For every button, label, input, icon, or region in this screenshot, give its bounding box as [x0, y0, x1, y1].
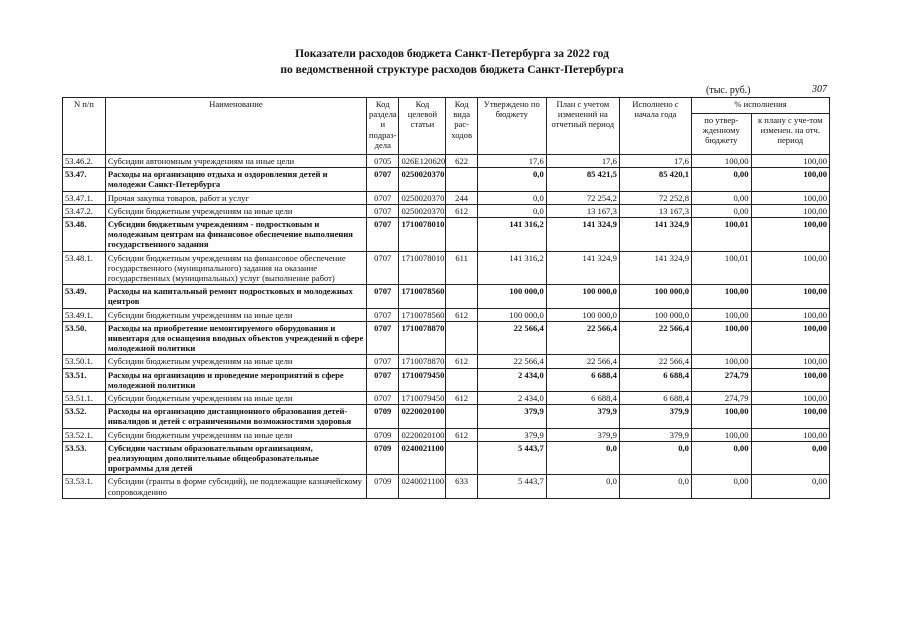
row-plan: 6 688,4 — [546, 368, 619, 391]
table-row — [63, 321, 830, 355]
row-kind-code — [446, 441, 477, 475]
row-section-code: 0707 — [367, 218, 399, 252]
row-section-code: 0707 — [367, 285, 399, 308]
row-section-code: 0705 — [367, 155, 399, 168]
row-section-code: 0709 — [367, 475, 399, 498]
row-number: 53.52. — [63, 405, 106, 428]
table-body — [63, 155, 830, 499]
row-plan: 85 421,5 — [546, 168, 619, 191]
row-approved: 2 434,0 — [477, 392, 546, 405]
table-row — [63, 168, 830, 191]
row-plan: 13 167,3 — [546, 204, 619, 217]
row-section-code: 0707 — [367, 392, 399, 405]
row-section-code: 0709 — [367, 405, 399, 428]
row-approved: 141 316,2 — [477, 251, 546, 285]
row-kind-code: 612 — [446, 308, 477, 321]
row-target-code: 1710078870 — [399, 355, 446, 368]
row-kind-code — [446, 368, 477, 391]
row-number: 53.47.2. — [63, 204, 106, 217]
row-name: Расходы на капитальный ремонт подростковых и молодежных центров — [105, 285, 366, 308]
row-executed: 22 566,4 — [619, 321, 691, 355]
row-pct-plan: 100,00 — [751, 251, 829, 285]
row-executed: 72 252,8 — [619, 191, 691, 204]
row-target-code: 0240021100 — [399, 475, 446, 498]
row-section-code: 0707 — [367, 368, 399, 391]
row-approved: 141 316,2 — [477, 218, 546, 252]
row-approved: 5 443,7 — [477, 475, 546, 498]
row-approved: 100 000,0 — [477, 285, 546, 308]
row-target-code: 0250020370 — [399, 168, 446, 191]
row-executed: 85 420,1 — [619, 168, 691, 191]
row-approved: 17,6 — [477, 155, 546, 168]
row-name: Расходы на организацию дистанционного образования детей-инвалидов и детей с ограниченными возможностями здоровья — [105, 405, 366, 428]
table-row — [63, 392, 830, 405]
row-pct-budget: 100,00 — [691, 355, 751, 368]
row-pct-plan: 0,00 — [751, 441, 829, 475]
table-row — [63, 368, 830, 391]
row-target-code: 1710078560 — [399, 308, 446, 321]
row-executed: 141 324,9 — [619, 218, 691, 252]
row-kind-code: 612 — [446, 392, 477, 405]
row-plan: 6 688,4 — [546, 392, 619, 405]
row-name: Субсидии бюджетным учреждениям на иные цели — [105, 204, 366, 217]
row-plan: 72 254,2 — [546, 191, 619, 204]
row-target-code: 0220020100 — [399, 428, 446, 441]
row-target-code: 0240021100 — [399, 441, 446, 475]
title-line-1: Показатели расходов бюджета Санкт-Петербурга за 2022 год — [295, 48, 609, 60]
row-pct-budget: 100,00 — [691, 285, 751, 308]
row-executed: 100 000,0 — [619, 285, 691, 308]
page-number: 307 — [812, 84, 827, 95]
row-pct-plan: 100,00 — [751, 321, 829, 355]
row-name: Субсидии бюджетным учреждениям на иные цели — [105, 428, 366, 441]
row-pct-budget: 274,79 — [691, 368, 751, 391]
row-number: 53.53. — [63, 441, 106, 475]
row-kind-code: 611 — [446, 251, 477, 285]
row-section-code: 0707 — [367, 321, 399, 355]
col-kind-header: Код вида рас-ходов — [446, 98, 477, 155]
row-pct-budget: 100,00 — [691, 155, 751, 168]
row-target-code: 1710079450 — [399, 392, 446, 405]
row-target-code: 026E120620 — [399, 155, 446, 168]
row-executed: 6 688,4 — [619, 392, 691, 405]
row-pct-plan: 100,00 — [751, 218, 829, 252]
table-row — [63, 251, 830, 285]
row-number: 53.46.2. — [63, 155, 106, 168]
row-kind-code: 244 — [446, 191, 477, 204]
row-pct-budget: 100,00 — [691, 308, 751, 321]
row-section-code: 0707 — [367, 168, 399, 191]
table-row — [63, 285, 830, 308]
row-target-code: 1710079450 — [399, 368, 446, 391]
row-number: 53.50.1. — [63, 355, 106, 368]
row-plan: 141 324,9 — [546, 251, 619, 285]
col-executed-header: Исполнено с начала года — [619, 98, 691, 155]
row-name: Субсидии автономным учреждениям на иные цели — [105, 155, 366, 168]
col-pct-plan-header: к плану с уче-том изменен. на отч. период — [751, 114, 829, 155]
row-approved: 0,0 — [477, 191, 546, 204]
row-target-code: 1710078560 — [399, 285, 446, 308]
row-name: Субсидии бюджетным учреждениям на иные цели — [105, 308, 366, 321]
table-row — [63, 475, 830, 498]
row-section-code: 0707 — [367, 191, 399, 204]
row-executed: 141 324,9 — [619, 251, 691, 285]
table-row — [63, 355, 830, 368]
row-kind-code — [446, 218, 477, 252]
row-pct-plan: 100,00 — [751, 428, 829, 441]
row-pct-plan: 100,00 — [751, 191, 829, 204]
row-executed: 22 566,4 — [619, 355, 691, 368]
row-kind-code — [446, 285, 477, 308]
row-pct-plan: 0,00 — [751, 475, 829, 498]
col-target-header: Код целевой статьи — [399, 98, 446, 155]
row-name: Расходы на организацию и проведение мероприятий в сфере молодежной политики — [105, 368, 366, 391]
table-row — [63, 441, 830, 475]
row-number: 53.49. — [63, 285, 106, 308]
row-pct-plan: 100,00 — [751, 392, 829, 405]
row-approved: 22 566,4 — [477, 321, 546, 355]
table-row — [63, 155, 830, 168]
row-pct-plan: 100,00 — [751, 405, 829, 428]
row-name: Субсидии бюджетным учреждениям на иные цели — [105, 355, 366, 368]
row-section-code: 0707 — [367, 355, 399, 368]
row-approved: 100 000,0 — [477, 308, 546, 321]
row-pct-plan: 100,00 — [751, 155, 829, 168]
row-kind-code: 612 — [446, 355, 477, 368]
row-executed: 100 000,0 — [619, 308, 691, 321]
row-pct-budget: 0,00 — [691, 168, 751, 191]
row-approved: 0,0 — [477, 168, 546, 191]
row-target-code: 1710078870 — [399, 321, 446, 355]
row-executed: 6 688,4 — [619, 368, 691, 391]
row-pct-budget: 0,00 — [691, 475, 751, 498]
row-pct-budget: 0,00 — [691, 191, 751, 204]
row-name: Субсидии бюджетным учреждениям на финансовое обеспечение государственного (муниципального) задания на оказание государственных (муниципальных) услуг (выполнение работ) — [105, 251, 366, 285]
table-row — [63, 218, 830, 252]
col-plan-header: План с учетом изменений на отчетный период — [546, 98, 619, 155]
row-plan: 22 566,4 — [546, 355, 619, 368]
row-pct-budget: 100,00 — [691, 428, 751, 441]
row-pct-budget: 100,00 — [691, 321, 751, 355]
row-executed: 13 167,3 — [619, 204, 691, 217]
row-plan: 379,9 — [546, 428, 619, 441]
row-plan: 141 324,9 — [546, 218, 619, 252]
row-pct-plan: 100,00 — [751, 355, 829, 368]
col-approved-header: Утверждено по бюджету — [477, 98, 546, 155]
col-pct-group-header: % исполнения — [691, 98, 829, 114]
row-name: Субсидии бюджетным учреждениям на иные цели — [105, 392, 366, 405]
row-plan: 100 000,0 — [546, 308, 619, 321]
title-line-2: по ведомственной структуре расходов бюджета Санкт-Петербурга — [280, 64, 624, 76]
row-plan: 0,0 — [546, 475, 619, 498]
row-number: 53.51.1. — [63, 392, 106, 405]
row-name: Субсидии (гранты в форме субсидий), не подлежащие казначейскому сопровождению — [105, 475, 366, 498]
col-pct-budget-header: по утвер-жденному бюджету — [691, 114, 751, 155]
row-pct-budget: 0,00 — [691, 204, 751, 217]
row-plan: 17,6 — [546, 155, 619, 168]
row-kind-code — [446, 405, 477, 428]
row-section-code: 0707 — [367, 251, 399, 285]
row-pct-plan: 100,00 — [751, 204, 829, 217]
row-section-code: 0709 — [367, 428, 399, 441]
col-name-header: Наименование — [105, 98, 366, 155]
row-approved: 22 566,4 — [477, 355, 546, 368]
row-pct-plan: 100,00 — [751, 285, 829, 308]
row-approved: 2 434,0 — [477, 368, 546, 391]
budget-table — [62, 97, 830, 499]
row-number: 53.49.1. — [63, 308, 106, 321]
page-title — [0, 46, 904, 78]
row-executed: 379,9 — [619, 428, 691, 441]
table-row — [63, 428, 830, 441]
row-target-code: 0250020370 — [399, 204, 446, 217]
row-name: Субсидии бюджетным учреждениям - подростковым и молодежным центрам на финансовое обеспечение выполнения государственного задания — [105, 218, 366, 252]
row-name: Расходы на организацию отдыха и оздоровления детей и молодежи Санкт-Петербурга — [105, 168, 366, 191]
row-number: 53.48.1. — [63, 251, 106, 285]
row-pct-plan: 100,00 — [751, 308, 829, 321]
row-approved: 0,0 — [477, 204, 546, 217]
row-pct-budget: 0,00 — [691, 441, 751, 475]
row-number: 53.48. — [63, 218, 106, 252]
row-plan: 379,9 — [546, 405, 619, 428]
row-kind-code: 622 — [446, 155, 477, 168]
row-pct-budget: 100,00 — [691, 405, 751, 428]
row-kind-code — [446, 168, 477, 191]
row-number: 53.52.1. — [63, 428, 106, 441]
units-label: (тыс. руб.) — [706, 85, 751, 96]
col-section-header: Код раздела и подраз-дела — [367, 98, 399, 155]
row-kind-code: 633 — [446, 475, 477, 498]
table-row — [63, 204, 830, 217]
row-executed: 379,9 — [619, 405, 691, 428]
row-number: 53.50. — [63, 321, 106, 355]
row-executed: 17,6 — [619, 155, 691, 168]
row-plan: 100 000,0 — [546, 285, 619, 308]
row-pct-plan: 100,00 — [751, 168, 829, 191]
row-pct-budget: 100,01 — [691, 251, 751, 285]
header-row-1 — [63, 98, 830, 114]
row-name: Субсидии частным образовательным организациям, реализующим дополнительные общеобразовательные программы для детей — [105, 441, 366, 475]
row-approved: 5 443,7 — [477, 441, 546, 475]
row-plan: 22 566,4 — [546, 321, 619, 355]
row-number: 53.47. — [63, 168, 106, 191]
row-pct-plan: 100,00 — [751, 368, 829, 391]
row-target-code: 0220020100 — [399, 405, 446, 428]
row-kind-code: 612 — [446, 204, 477, 217]
table-row — [63, 405, 830, 428]
row-target-code: 1710078010 — [399, 251, 446, 285]
row-pct-budget: 100,01 — [691, 218, 751, 252]
row-section-code: 0707 — [367, 204, 399, 217]
row-pct-budget: 274,79 — [691, 392, 751, 405]
table-row — [63, 191, 830, 204]
row-name: Расходы на приобретение немонтируемого оборудования и инвентаря для оснащения вводных объектов учреждений в сфере молодежной политики — [105, 321, 366, 355]
row-approved: 379,9 — [477, 428, 546, 441]
row-approved: 379,9 — [477, 405, 546, 428]
row-kind-code — [446, 321, 477, 355]
row-plan: 0,0 — [546, 441, 619, 475]
row-number: 53.47.1. — [63, 191, 106, 204]
row-number: 53.51. — [63, 368, 106, 391]
row-target-code: 0250020370 — [399, 191, 446, 204]
row-target-code: 1710078010 — [399, 218, 446, 252]
row-section-code: 0709 — [367, 441, 399, 475]
row-executed: 0,0 — [619, 475, 691, 498]
table-row — [63, 308, 830, 321]
row-name: Прочая закупка товаров, работ и услуг — [105, 191, 366, 204]
row-executed: 0,0 — [619, 441, 691, 475]
row-section-code: 0707 — [367, 308, 399, 321]
row-kind-code: 612 — [446, 428, 477, 441]
col-num-header: N п/п — [63, 98, 106, 155]
row-number: 53.53.1. — [63, 475, 106, 498]
